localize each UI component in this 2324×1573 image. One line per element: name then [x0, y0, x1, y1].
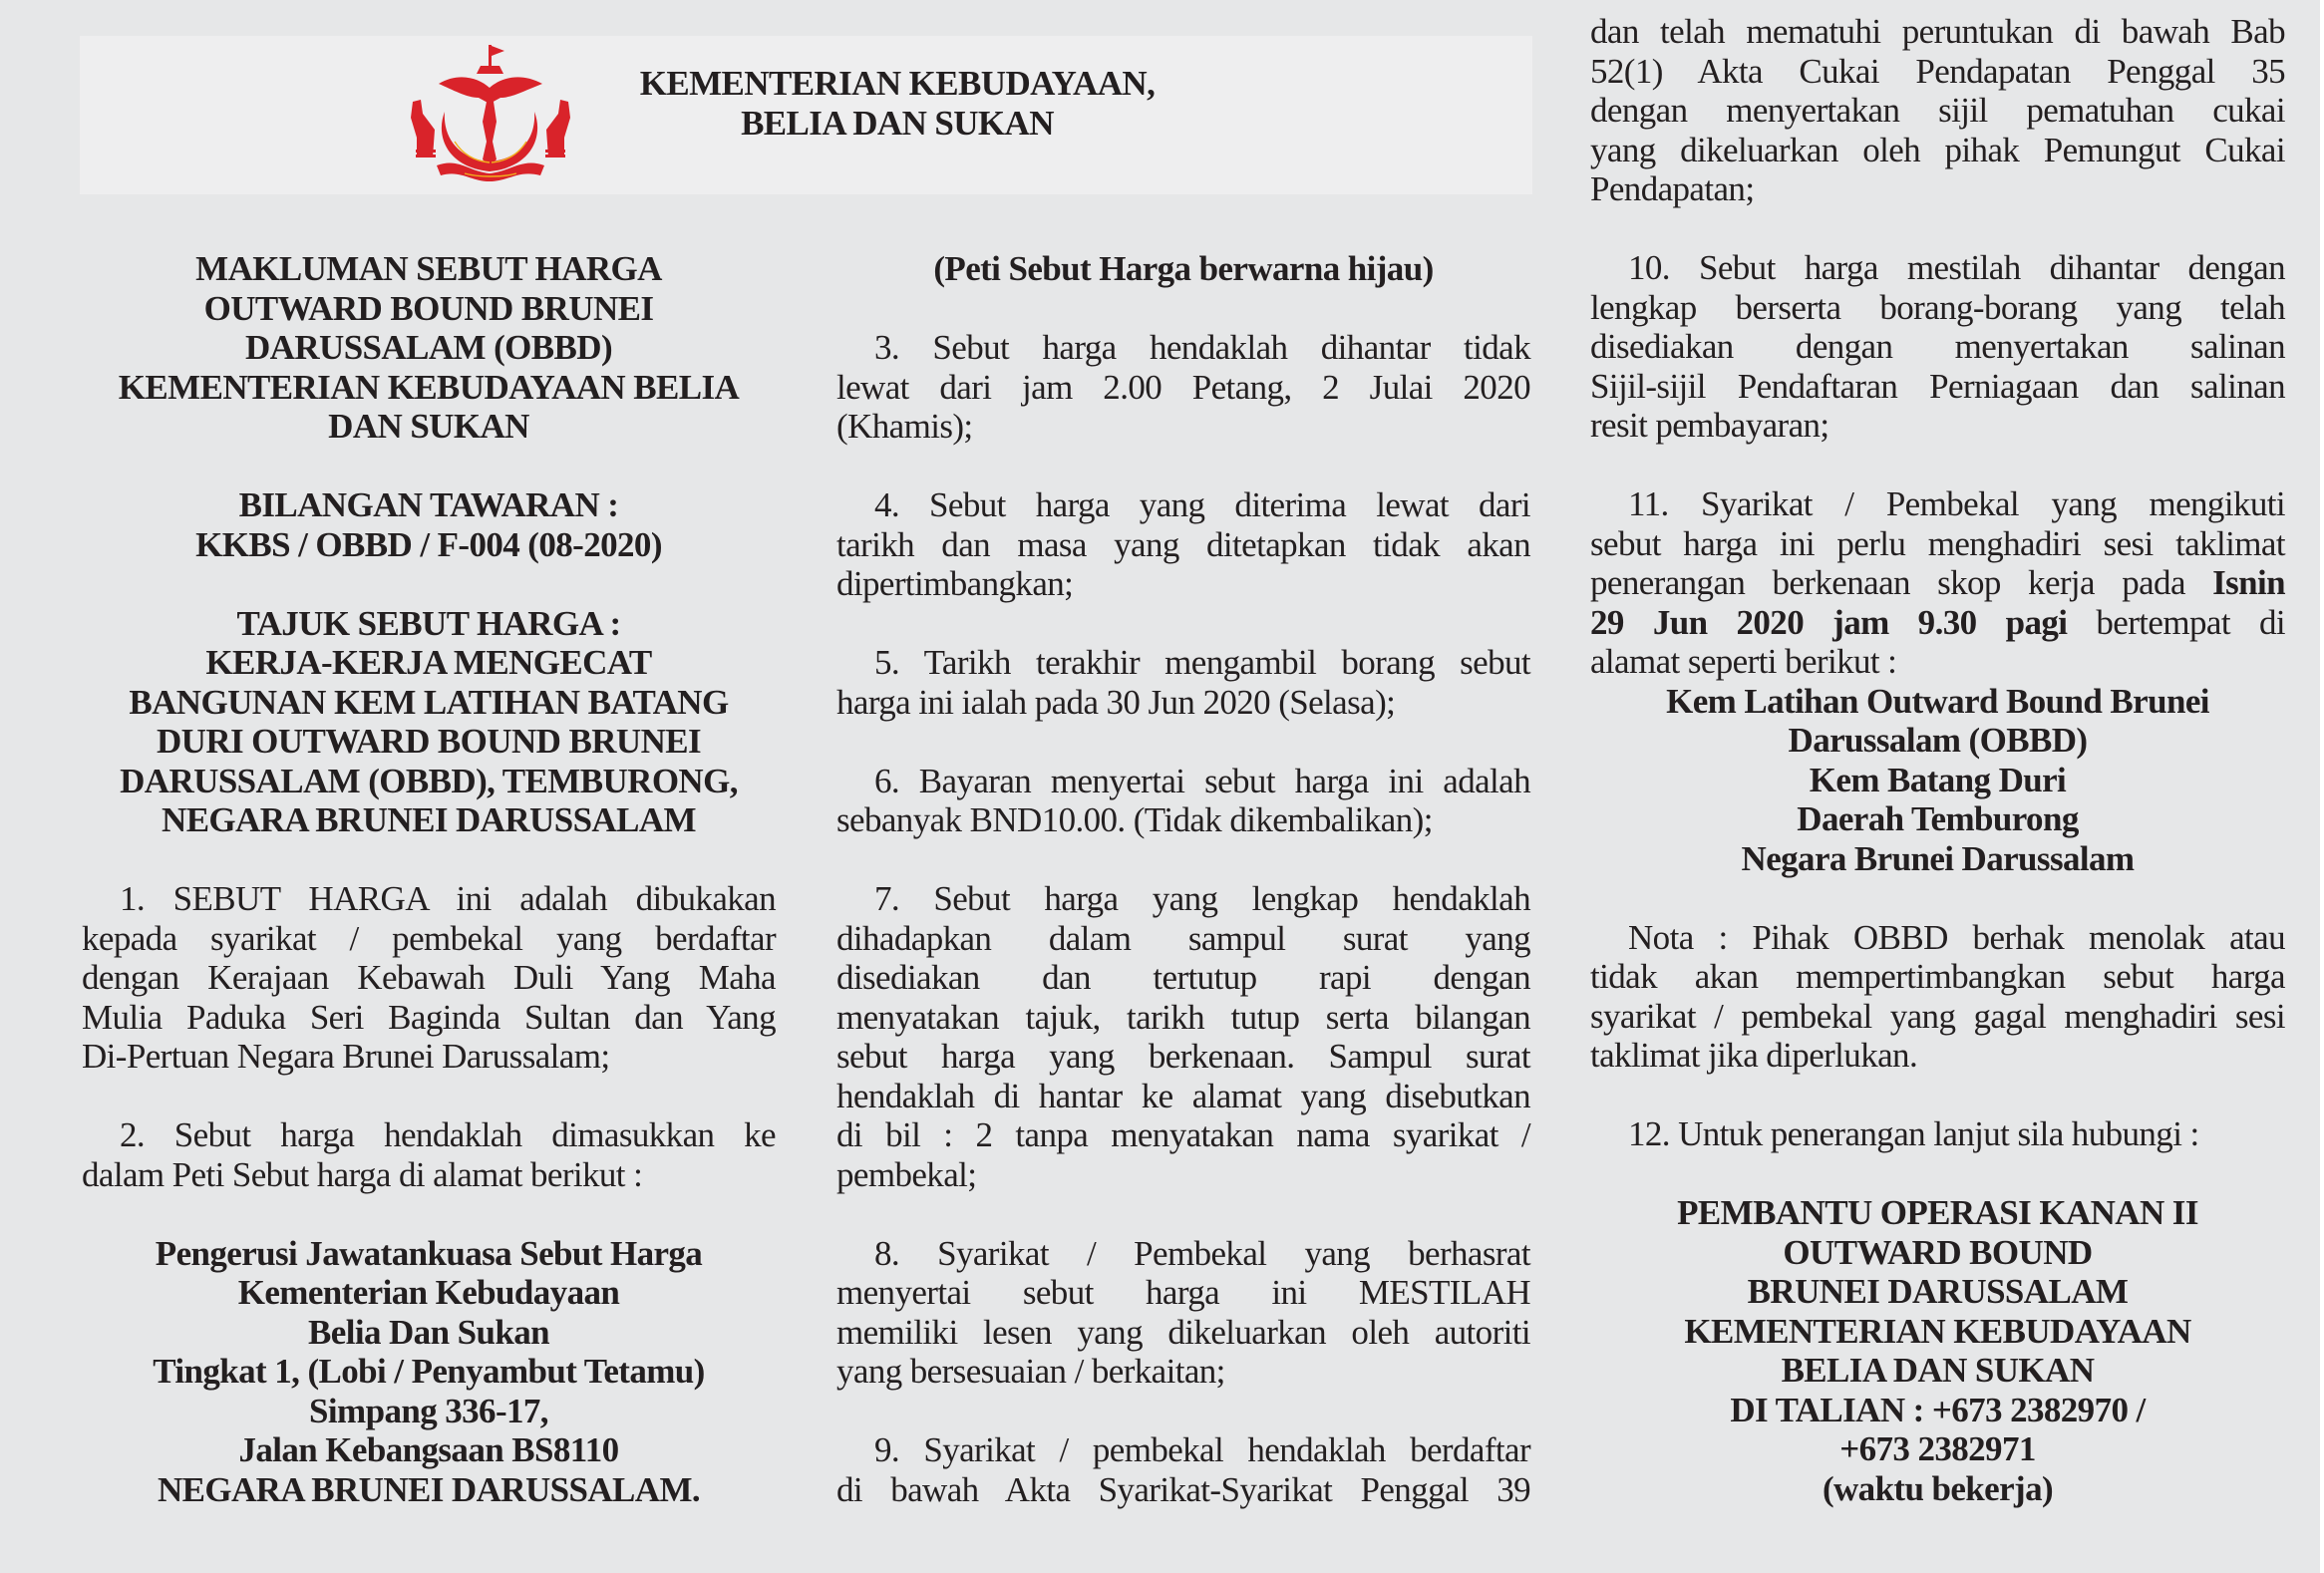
paragraph-line: Nota : Pihak OBBD berhak menolak atau: [1628, 917, 2285, 957]
tender-subject-line: DURI OUTWARD BOUND BRUNEI: [156, 722, 702, 761]
paragraph-line: sebut harga yang berkenaan. Sampul surat: [836, 1037, 1530, 1076]
address-line: Kementerian Kebudayaan: [237, 1273, 620, 1312]
note-paragraph: [1590, 918, 2285, 1076]
contact-line: PEMBANTU OPERASI KANAN II: [1677, 1193, 2198, 1232]
paragraph-line: 9. Syarikat / pembekal hendaklah berdaftar: [874, 1430, 1530, 1469]
paragraph-6: [836, 762, 1530, 840]
paragraph-11: [1590, 484, 2285, 682]
paragraph-5: [836, 643, 1530, 722]
submission-address: [82, 1234, 776, 1510]
paragraph-line: harga ini ialah pada 30 Jun 2020 (Selasa);: [836, 682, 1396, 722]
contact-block: [1590, 1193, 2285, 1508]
address-line: Pengerusi Jawatankuasa Sebut Harga: [155, 1233, 703, 1273]
paragraph-line: kepada syarikat / pembekal yang berdaftar: [82, 918, 776, 958]
venue-line: Darussalam (OBBD): [1788, 721, 2088, 760]
address-line: Belia Dan Sukan: [308, 1312, 549, 1352]
paragraph-line: 11. Syarikat / Pembekal yang mengikuti: [1628, 484, 2285, 523]
paragraph-line: Mulia Paduka Seri Baginda Sultan dan Yang: [82, 997, 776, 1037]
paragraph-line: alamat seperti berikut :: [1590, 642, 1897, 681]
address-line: Tingkat 1, (Lobi / Penyambut Tetamu): [153, 1352, 705, 1391]
ministry-line: BELIA DAN SUKAN: [741, 104, 1054, 143]
paragraph-1: [82, 879, 776, 1077]
tender-number-line: KKBS / OBBD / F-004 (08-2020): [195, 524, 662, 564]
contact-line: KEMENTERIAN KEBUDAYAAN: [1684, 1311, 2191, 1351]
paragraph-line: tarikh dan masa yang ditetapkan tidak akan: [836, 524, 1530, 564]
notice-title-line: KEMENTERIAN KEBUDAYAAN BELIA: [118, 367, 740, 407]
paragraph-line: dalam Peti Sebut harga di alamat berikut :: [82, 1154, 643, 1194]
tender-subject-line: DARUSSALAM (OBBD), TEMBURONG,: [120, 761, 738, 800]
paragraph-line: yang bersesuaian / berkaitan;: [836, 1352, 1225, 1391]
tender-box-note: (Peti Sebut Harga berwarna hijau): [933, 249, 1434, 288]
paragraph-line: lengkap berserta borang-borang yang telah: [1590, 287, 2285, 327]
ministry-heading: [598, 64, 1196, 144]
contact-phone-line: DI TALIAN : +673 2382970 /: [1730, 1390, 2146, 1429]
paragraph-3: [836, 328, 1530, 447]
paragraph-line: 3. Sebut harga hendaklah dihantar tidak: [874, 328, 1530, 367]
paragraph-line: pembekal;: [836, 1154, 977, 1194]
briefing-text: penerangan berkenaan skop kerja pada: [1590, 563, 2213, 602]
column-middle: [836, 249, 1530, 1509]
paragraph-line: 2. Sebut harga hendaklah dimasukkan ke: [120, 1115, 776, 1154]
notice-title: [82, 249, 776, 447]
paragraph-line: 8. Syarikat / Pembekal yang berhasrat: [874, 1233, 1530, 1273]
paragraph-line: dengan Kerajaan Kebawah Duli Yang Maha: [82, 958, 776, 997]
paragraph-line: sebanyak BND10.00. (Tidak dikembalikan);: [836, 800, 1433, 839]
contact-line: BRUNEI DARUSSALAM: [1747, 1272, 2129, 1311]
briefing-datetime: 29 Jun 2020 jam 9.30 pagi: [1590, 602, 2068, 642]
paragraph-line: 10. Sebut harga mestilah dihantar dengan: [1628, 248, 2285, 287]
address-line: NEGARA BRUNEI DARUSSALAM.: [157, 1469, 701, 1509]
venue-line: Negara Brunei Darussalam: [1741, 838, 2135, 878]
briefing-day: Isnin: [2212, 563, 2285, 602]
paragraph-line: taklimat jika diperlukan.: [1590, 1036, 1918, 1075]
paragraph-line: (Khamis);: [836, 407, 973, 446]
ministry-line: KEMENTERIAN KEBUDAYAAN,: [639, 64, 1156, 103]
tender-subject-line: NEGARA BRUNEI DARUSSALAM: [162, 800, 696, 839]
tender-subject-line: BANGUNAN KEM LATIHAN BATANG: [129, 682, 729, 722]
paragraph-line: dihadapkan dalam sampul surat yang: [836, 918, 1530, 958]
contact-line: OUTWARD BOUND: [1783, 1232, 2093, 1272]
address-line: Jalan Kebangsaan BS8110: [238, 1430, 619, 1469]
paragraph-line: yang dikeluarkan oleh pihak Pemungut Cukai: [1590, 130, 2285, 169]
paragraph-line: disediakan dan tertutup rapi dengan: [836, 958, 1530, 997]
paragraph-2: [82, 1115, 776, 1194]
paragraph-line: syarikat / pembekal yang gagal menghadiri sesi: [1590, 996, 2285, 1036]
brunei-crest-icon: [409, 42, 573, 181]
paragraph-line: 4. Sebut harga yang diterima lewat dari: [874, 485, 1530, 524]
paragraph-line: 52(1) Akta Cukai Pendapatan Penggal 35: [1590, 51, 2285, 91]
paragraph-line: 6. Bayaran menyertai sebut harga ini adalah: [874, 761, 1530, 800]
paragraph-12: 12. Untuk penerangan lanjut sila hubungi :: [1628, 1114, 2199, 1153]
paragraph-line: Sijil-sijil Pendaftaran Perniagaan dan salinan: [1590, 366, 2285, 406]
column-right: [1590, 12, 2285, 1508]
briefing-text: bertempat di: [2067, 602, 2286, 642]
paragraph-line: di bil : 2 tanpa menyatakan nama syarikat /: [836, 1115, 1530, 1154]
address-line: Simpang 336-17,: [309, 1391, 548, 1430]
venue-line: Kem Batang Duri: [1809, 760, 2067, 799]
paragraph-line: dengan menyertakan sijil pematuhan cukai: [1590, 91, 2285, 130]
paragraph-line: tidak akan mempertimbangkan sebut harga: [1590, 957, 2285, 996]
paragraph-line: [1590, 563, 2285, 603]
paragraph-line: 7. Sebut harga yang lengkap hendaklah: [874, 879, 1530, 918]
paragraph-line: di bawah Akta Syarikat-Syarikat Penggal 39: [836, 1469, 1530, 1509]
notice-title-line: DAN SUKAN: [328, 407, 529, 446]
paragraph-line: dan telah mematuhi peruntukan di bawah Bab: [1590, 12, 2285, 51]
briefing-venue: [1590, 682, 2285, 879]
paragraph-line: Pendapatan;: [1590, 169, 1755, 208]
notice-title-line: MAKLUMAN SEBUT HARGA: [195, 249, 662, 288]
paragraph-line: resit pembayaran;: [1590, 406, 1829, 445]
paragraph-9-start: [836, 1430, 1530, 1509]
paragraph-line: menyertai sebut harga ini MESTILAH: [836, 1273, 1530, 1312]
paragraph-9-continued: [1590, 12, 2285, 209]
paragraph-7: [836, 879, 1530, 1194]
tender-subject-line: KERJA-KERJA MENGECAT: [205, 643, 652, 682]
venue-line: Kem Latihan Outward Bound Brunei: [1666, 681, 2209, 721]
paragraph-line: Di-Pertuan Negara Brunei Darussalam;: [82, 1037, 610, 1076]
paragraph-line: sebut harga ini perlu menghadiri sesi taklimat: [1590, 523, 2285, 563]
notice-title-line: OUTWARD BOUND BRUNEI: [203, 288, 654, 328]
paragraph-8: [836, 1234, 1530, 1392]
contact-phone-line: +673 2382971: [1839, 1429, 2036, 1468]
column-left: [82, 249, 776, 1509]
venue-line: Daerah Temburong: [1797, 799, 2079, 838]
tender-number: [82, 485, 776, 564]
paragraph-line: hendaklah di hantar ke alamat yang disebutkan: [836, 1076, 1530, 1115]
tender-subject-line: TAJUK SEBUT HARGA :: [236, 603, 621, 643]
notice-title-line: DARUSSALAM (OBBD): [244, 328, 612, 367]
paragraph-line: memiliki lesen yang dikeluarkan oleh autoriti: [836, 1312, 1530, 1352]
paragraph-line: [1590, 603, 2285, 643]
contact-hours: (waktu bekerja): [1822, 1468, 2054, 1508]
tender-number-line: BILANGAN TAWARAN :: [238, 485, 619, 524]
paragraph-10: [1590, 248, 2285, 446]
tender-subject: [82, 604, 776, 840]
paragraph-line: dipertimbangkan;: [836, 564, 1074, 603]
paragraph-line: menyatakan tajuk, tarikh tutup serta bilangan: [836, 997, 1530, 1037]
paragraph-line: 5. Tarikh terakhir mengambil borang sebut: [874, 643, 1530, 682]
contact-line: BELIA DAN SUKAN: [1781, 1351, 2095, 1390]
paragraph-4: [836, 485, 1530, 604]
paragraph-line: disediakan dengan menyertakan salinan: [1590, 327, 2285, 366]
paragraph-line: lewat dari jam 2.00 Petang, 2 Julai 2020: [836, 367, 1530, 407]
paragraph-line: 1. SEBUT HARGA ini adalah dibukakan: [120, 879, 776, 918]
